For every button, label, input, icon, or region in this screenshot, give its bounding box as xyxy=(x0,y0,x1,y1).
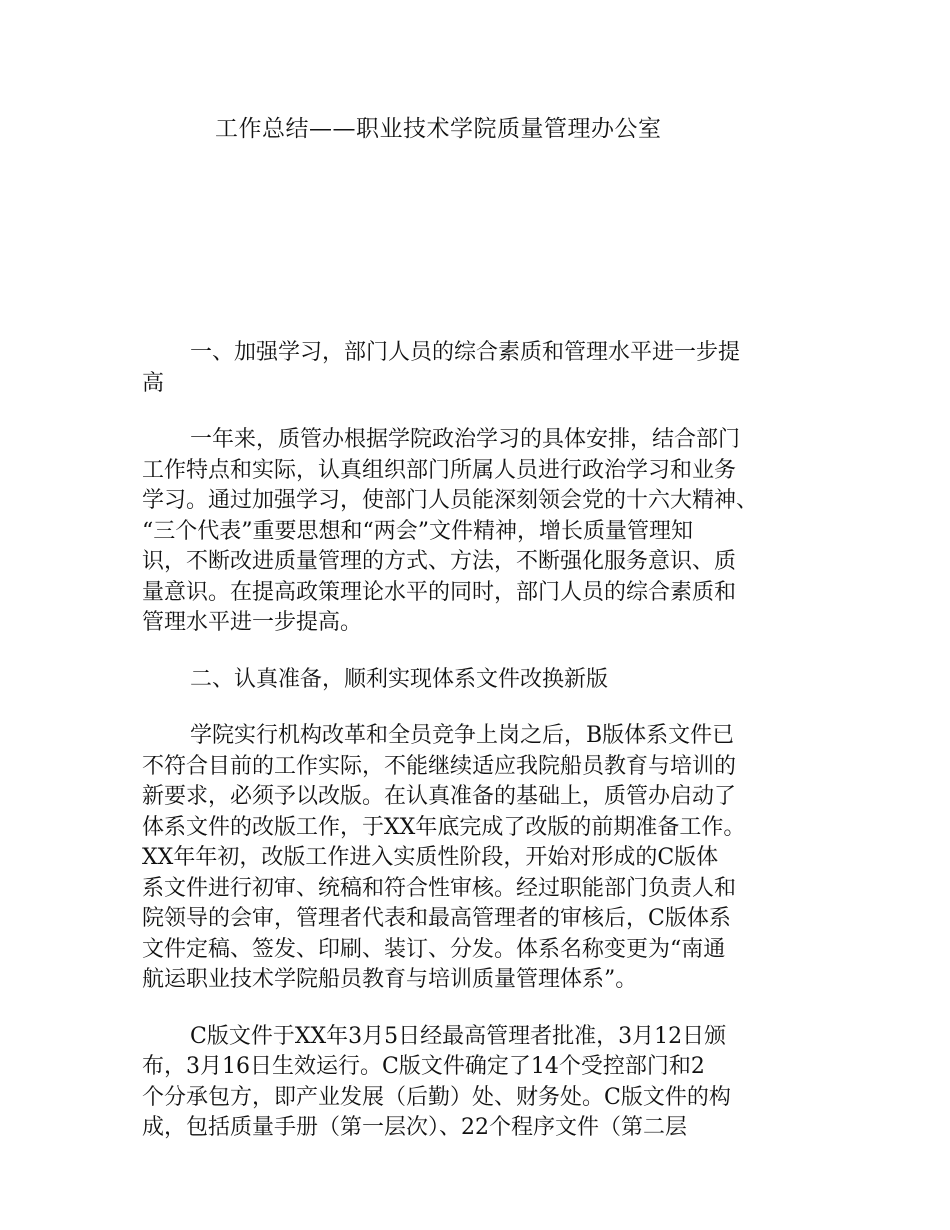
text-line: 二、认真准备，顺利实现体系文件改换新版 xyxy=(190,666,609,692)
text-line: 一、加强学习，部门人员的综合素质和管理水平进一步提 xyxy=(190,340,741,365)
paragraph-study xyxy=(142,425,822,639)
text-line: 布，3月16日生效运行。C版文件确定了14个受控部门和2 xyxy=(142,1054,705,1079)
text-line: 系文件进行初审、统稿和符合性审核。经过职能部门负责人和 xyxy=(142,875,737,901)
paragraph-heading-2 xyxy=(142,665,822,696)
text-line: 院领导的会审，管理者代表和最高管理者的审核后，C版体系 xyxy=(142,906,731,931)
text-line: 个分承包方，即产业发展（后勤）处、财务处。C版文件的构 xyxy=(142,1084,731,1110)
text-line: 工作特点和实际，认真组织部门所属人员进行政治学习和业务 xyxy=(142,457,737,483)
text-line: 识，不断改进质量管理的方式、方法，不断强化服务意识、质 xyxy=(142,549,737,574)
text-line: 航运职业技术学院船员教育与培训质量管理体系”。 xyxy=(142,967,638,992)
text-line: XX年年初，改版工作进入实质性阶段，开始对形成的C版体 xyxy=(142,845,719,870)
text-line: 体系文件的改版工作，于XX年底完成了改版的前期准备工作。 xyxy=(142,814,746,840)
paragraph-c-version xyxy=(142,1022,822,1144)
paragraph-revision xyxy=(142,721,822,996)
paragraph-heading-1 xyxy=(142,338,822,399)
text-line: C版文件于XX年3月5日经最高管理者批准，3月12日颁 xyxy=(190,1023,727,1049)
document-title: 工作总结——职业技术学院质量管理办公室 xyxy=(215,116,662,142)
text-line: 文件定稿、签发、印刷、装订、分发。体系名称变更为“南通 xyxy=(142,936,726,962)
text-line: 新要求，必须予以改版。在认真准备的基础上，质管办启动了 xyxy=(142,784,737,809)
text-line: 高 xyxy=(142,370,165,396)
text-line: 学习。通过加强学习，使部门人员能深刻领会党的十六大精神、 xyxy=(142,488,759,513)
text-line: 不符合目前的工作实际，不能继续适应我院船员教育与培训的 xyxy=(142,753,737,779)
document-body xyxy=(142,338,822,1170)
text-line: 一年来，质管办根据学院政治学习的具体安排，结合部门 xyxy=(190,427,741,452)
text-line: 学院实行机构改革和全员竞争上岗之后，B版体系文件已 xyxy=(190,723,735,748)
text-line: “三个代表”重要思想和“两会”文件精神，增长质量管理知 xyxy=(142,518,693,544)
text-line: 管理水平进一步提高。 xyxy=(142,610,363,635)
text-line: 成，包括质量手册（第一层次）、22个程序文件（第二层 xyxy=(142,1115,687,1140)
text-line: 量意识。在提高政策理论水平的同时，部门人员的综合素质和 xyxy=(142,579,737,605)
